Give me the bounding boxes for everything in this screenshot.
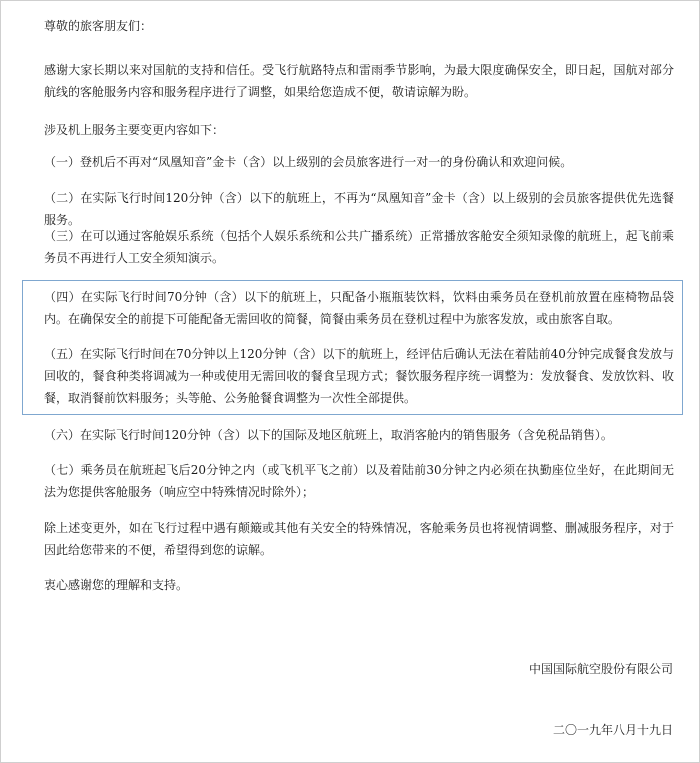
item-5: （五）在实际飞行时间在70分钟以上120分钟（含）以下的航班上，经评估后确认无法在着陆前40分钟完成餐食发放与回收的，餐食种类将调减为一种或使用无需回收的餐食呈现方式；餐饮服务程序统一调整为：发放餐食、发放饮料、收餐，取消餐前饮料服务；头等舱、公务舱餐食调整为一次性全部提供。 <box>44 347 674 405</box>
item-3: （三）在可以通过客舱娱乐系统（包括个人娱乐系统和公共广播系统）正常播放客舱安全须知录像的航班上，起飞前乘务员不再进行人工安全须知演示。 <box>44 229 674 265</box>
item-1: （一）登机后不再对“凤凰知音”金卡（含）以上级别的会员旅客进行一对一的身份确认和欢迎问候。 <box>44 155 573 169</box>
intro-paragraph: 感谢大家长期以来对国航的支持和信任。受飞行航路特点和雷雨季节影响，为最大限度确保安全，即日起，国航对部分航线的客舱服务内容和服务程序进行了调整，如果给您造成不便，敬请谅解为盼。 <box>44 63 674 99</box>
closing-note: 除上述变更外，如在飞行过程中遇有颠簸或其他有关安全的特殊情况，客舱乘务员也将视情调整、删减服务程序，对于因此给您带来的不便，希望得到您的谅解。 <box>44 521 674 557</box>
item-6: （六）在实际飞行时间120分钟（含）以下的国际及地区航班上，取消客舱内的销售服务（含免税品销售）。 <box>44 428 613 442</box>
item-2: （二）在实际飞行时间120分钟（含）以下的航班上，不再为“凤凰知音”金卡（含）以上级别的会员旅客提供优先选餐服务。 <box>44 191 674 227</box>
greeting: 尊敬的旅客朋友们： <box>44 19 153 33</box>
thanks-line: 衷心感谢您的理解和支持。 <box>44 578 189 592</box>
date: 二〇一九年八月十九日 <box>552 723 673 737</box>
signature: 中国国际航空股份有限公司 <box>528 662 673 676</box>
item-7: （七）乘务员在航班起飞后20分钟之内（或飞机平飞之前）以及着陆前30分钟之内必须在执勤座位坐好，在此期间无法为您提供客舱服务（响应空中特殊情况时除外）； <box>44 463 674 499</box>
changes-heading: 涉及机上服务主要变更内容如下： <box>44 123 225 137</box>
item-4: （四）在实际飞行时间70分钟（含）以下的航班上，只配备小瓶瓶装饮料，饮料由乘务员在登机前放置在座椅物品袋内。在确保安全的前提下可能配备无需回收的简餐，简餐由乘务员在登机过程中为旅客发放，或由旅客自取。 <box>44 290 674 326</box>
